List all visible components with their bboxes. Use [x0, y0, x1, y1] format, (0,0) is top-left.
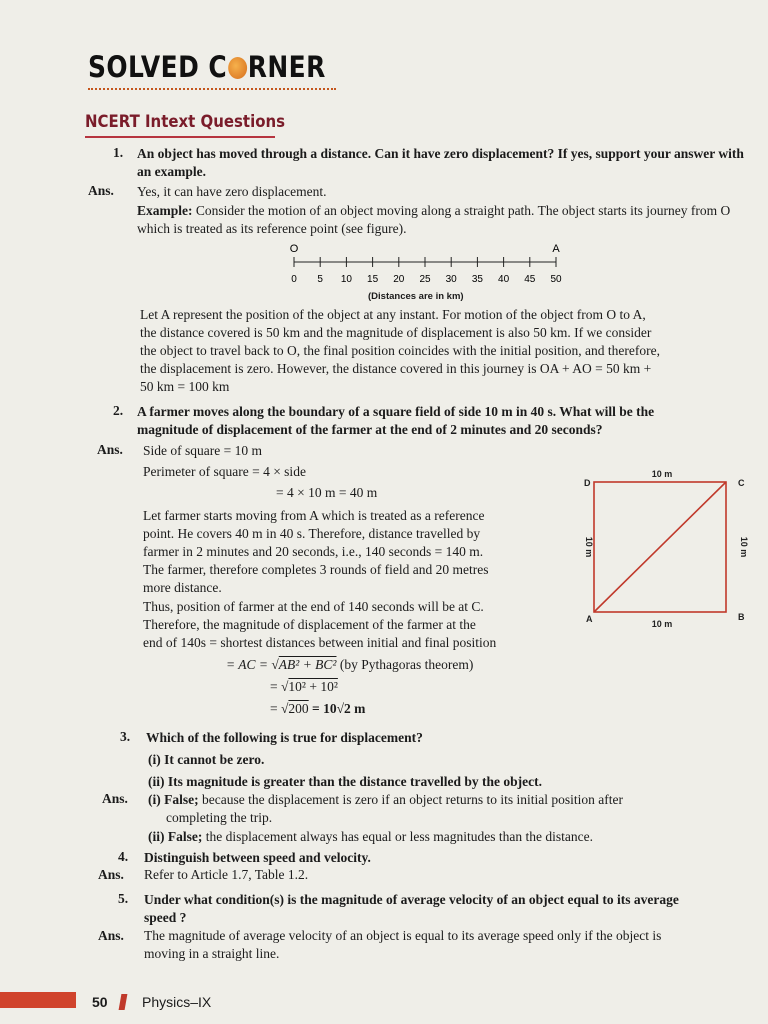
q4-answer: Refer to Article 1.7, Table 1.2. [144, 867, 309, 882]
q2-equation-2 [270, 678, 338, 696]
q2-perimeter-line2: = 4 × 10 m = 40 m [276, 485, 378, 500]
eq1-tail: (by Pythagoras theorem) [336, 657, 474, 672]
q3-answer-2 [148, 828, 593, 846]
q2-paragraph-1 [143, 507, 573, 597]
q5-question [144, 891, 764, 927]
eq1-lhs: = AC = [226, 657, 272, 672]
section-rule [85, 136, 275, 138]
number-line-tick-label: 35 [471, 274, 483, 285]
q2-perimeter-line1: Perimeter of square = 4 × side [143, 464, 306, 479]
q1-para-line: the distance covered is 50 km and the magnitude of displacement is also 50 km. If we consider [140, 325, 652, 340]
q1-answer-line: Yes, it can have zero displacement. [137, 184, 327, 199]
q3-a1-head: (i) False; [148, 792, 199, 807]
q2-side: Side of square = 10 m [143, 443, 262, 458]
q2-number: 2. [113, 403, 124, 418]
q1-explanation [140, 306, 760, 396]
q1-example [137, 202, 757, 238]
q5-ans-label: Ans. [98, 928, 124, 943]
header-o-logo-icon [228, 57, 247, 79]
number-line-tick-label: 45 [524, 274, 536, 285]
q2-equation-1 [226, 656, 473, 674]
q3-ans-label: Ans. [102, 791, 128, 806]
footer-separator [119, 994, 128, 1010]
header-text-b: RNER [247, 50, 326, 84]
q1-question: An object has moved through a distance. Can it have zero displacement? If yes, support your answer with an example. [137, 146, 744, 179]
vertex-b-label: B [738, 612, 745, 622]
q5-answer-line: The magnitude of average velocity of an object is equal to its average speed only if the object is [144, 928, 662, 943]
sqrt-icon: √ [281, 679, 289, 694]
number-line-tick-label: 0 [291, 274, 297, 285]
q2-para-line: point. He covers 40 m in 40 s. Therefore, distance travelled by [143, 526, 481, 541]
q3-a2-text: the displacement always has equal or less magnitudes than the distance. [202, 829, 593, 844]
number-line-end-label: A [552, 243, 560, 255]
q2-ans-label: Ans. [97, 442, 123, 457]
q1-example-text: Consider the motion of an object moving along a straight path. The object starts its journey from O which is treated as its reference point (see figure). [137, 203, 731, 236]
q2-paragraph-2 [143, 598, 573, 652]
side-right-label: 10 m [739, 536, 749, 558]
q2-question [137, 403, 757, 439]
q3-a2-head: (ii) False; [148, 829, 203, 844]
q5-answer-line: moving in a straight line. [144, 946, 280, 961]
q2-question-line: A farmer moves along the boundary of a square field of side 10 m in 40 s. What will be the [137, 404, 655, 419]
side-left-label: 10 m [584, 536, 594, 558]
q2-para-line: farmer in 2 minutes and 20 seconds, i.e., 140 seconds = 140 m. [143, 544, 484, 559]
q5-number: 5. [118, 891, 129, 906]
q3-answer-1 [148, 791, 760, 809]
number-line-tick-label: 20 [393, 274, 405, 285]
number-line-tick-label: 50 [550, 274, 562, 285]
q3-a1-text: because the displacement is zero if an object returns to its initial position after [198, 792, 623, 807]
vertex-c-label: C [738, 478, 745, 488]
q1-para-line: 50 km = 100 km [140, 379, 230, 394]
eq2-pre: = [270, 679, 281, 694]
q3-option-1: (i) It cannot be zero. [148, 752, 265, 767]
q1-example-label: Example: [137, 203, 193, 218]
q2-equation-3 [270, 700, 365, 718]
number-line-tick-label: 25 [419, 274, 431, 285]
q4-ans-label: Ans. [98, 867, 124, 882]
q5-question-line: Under what condition(s) is the magnitude of average velocity of an object equal to its average [144, 892, 679, 907]
footer-accent-bar [0, 992, 76, 1008]
q2-square-field-figure [578, 466, 758, 636]
number-line-tick-label: 15 [367, 274, 379, 285]
q3-number: 3. [120, 729, 131, 744]
q4-question: Distinguish between speed and velocity. [144, 850, 371, 865]
section-title: NCERT Intext Questions [85, 112, 286, 132]
page-header-title [88, 50, 326, 84]
vertex-d-label: D [584, 478, 591, 488]
q1-para-line: Let A represent the position of the object at any instant. For motion of the object from O to A, [140, 307, 646, 322]
q2-para-line: Therefore, the magnitude of displacement of the farmer at the [143, 617, 476, 632]
diagonal-ac [594, 482, 726, 612]
q2-para-line: more distance. [143, 580, 222, 595]
q3-option-2: (ii) Its magnitude is greater than the distance travelled by the object. [148, 774, 542, 789]
q2-para-line: end of 140s = shortest distances between initial and final position [143, 635, 497, 650]
book-title: Physics–IX [142, 994, 212, 1010]
side-bottom-label: 10 m [651, 619, 673, 629]
eq3-pre: = [270, 701, 281, 716]
q3-question: Which of the following is true for displacement? [146, 730, 423, 745]
q3-answer-1-cont: completing the trip. [166, 810, 273, 825]
number-line-ticks [291, 257, 562, 285]
eq3-radicand: 200 [288, 701, 309, 716]
number-line-tick-label: 5 [317, 274, 323, 285]
header-rule [88, 88, 336, 90]
q5-answer [144, 927, 764, 963]
sqrt-icon: √ [281, 701, 289, 716]
q1-para-line: the displacement is zero. However, the distance covered in this journey is OA + AO = 50 km + [140, 361, 652, 376]
q1-figure-caption: (Distances are in km) [368, 291, 464, 302]
q2-para-line: Thus, position of farmer at the end of 140 seconds will be at C. [143, 599, 484, 614]
q2-para-line: The farmer, therefore completes 3 rounds of field and 20 metres [143, 562, 489, 577]
page-number: 50 [92, 994, 108, 1010]
eq2-radicand: 10² + 10² [288, 679, 338, 694]
number-line-tick-label: 30 [445, 274, 457, 285]
q1-para-line: the object to travel back to O, the final position coincides with the initial position, and therefore, [140, 343, 660, 358]
eq1-radicand: AB² + BC² [278, 657, 337, 672]
number-line-tick-label: 40 [498, 274, 510, 285]
header-text-a: SOLVED C [88, 50, 228, 84]
number-line-tick-label: 10 [340, 274, 352, 285]
eq3-tail: = 10√2 m [308, 701, 366, 716]
q4-number: 4. [118, 849, 129, 864]
q2-para-line: Let farmer starts moving from A which is treated as a reference [143, 508, 485, 523]
side-top-label: 10 m [651, 469, 673, 479]
q1-ans-label: Ans. [88, 183, 114, 198]
number-line-start-label: O [289, 243, 299, 255]
q2-question-line: magnitude of displacement of the farmer at the end of 2 minutes and 20 seconds? [137, 422, 603, 437]
vertex-a-label: A [586, 614, 593, 624]
sqrt-icon: √ [271, 657, 279, 672]
q5-question-line: speed ? [144, 910, 187, 925]
q1-number: 1. [113, 145, 124, 160]
